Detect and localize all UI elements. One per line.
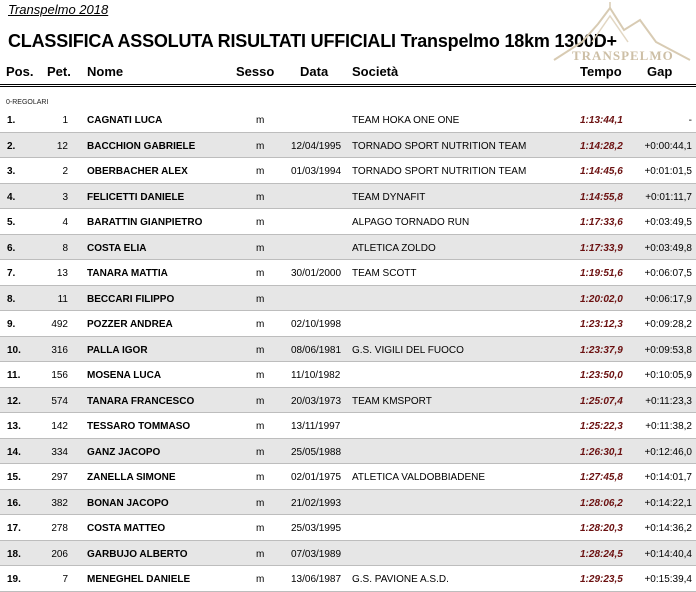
table-row [0, 515, 696, 541]
cell-pet: 206 [51, 548, 68, 560]
header-gap: Gap [647, 64, 673, 79]
cell-nome: BONAN JACOPO [87, 497, 169, 509]
cell-societa: TEAM DYNAFIT [352, 191, 426, 203]
cell-tempo: 1:14:45,6 [580, 166, 623, 177]
cell-nome: COSTA MATTEO [87, 523, 166, 534]
transpelmo-logo [552, 2, 692, 66]
cell-tempo: 1:23:12,3 [580, 319, 623, 330]
cell-tempo: 1:28:06,2 [580, 497, 623, 509]
cell-tempo: 1:29:23,5 [580, 574, 623, 585]
cell-tempo: 1:14:28,2 [580, 140, 623, 152]
cell-sesso: m [256, 217, 265, 228]
cell-pet: 156 [51, 370, 68, 381]
cell-tempo: 1:14:55,8 [580, 191, 623, 203]
cell-tempo: 1:13:44,1 [580, 115, 623, 126]
cell-data: 20/03/1973 [291, 395, 342, 407]
cell-gap: +0:06:17,9 [644, 293, 692, 305]
table-row [0, 133, 696, 159]
header-pos: Pos. [6, 64, 34, 79]
cell-sesso: m [256, 140, 265, 152]
cell-tempo: 1:25:22,3 [580, 421, 623, 432]
cell-data: 01/03/1994 [291, 166, 342, 177]
cell-gap: +0:09:28,2 [644, 319, 692, 330]
cell-pet: 13 [56, 268, 68, 279]
table-row [0, 541, 696, 567]
cell-gap: +0:14:22,1 [644, 497, 692, 509]
cell-pos: 12. [7, 395, 21, 407]
cell-pet: 2 [62, 166, 68, 177]
cell-data: 13/11/1997 [291, 421, 341, 432]
header-divider [0, 84, 696, 85]
cell-pet: 3 [62, 191, 68, 203]
cell-pet: 316 [51, 344, 68, 356]
cell-pet: 4 [62, 217, 68, 228]
cell-data: 13/06/1987 [291, 574, 342, 585]
table-row [0, 388, 696, 414]
cell-societa: G.S. VIGILI DEL FUOCO [352, 344, 464, 356]
cell-nome: TANARA FRANCESCO [87, 395, 195, 407]
table-row [0, 107, 696, 133]
cell-gap: +0:01:01,5 [644, 166, 692, 177]
cell-nome: BACCHION GABRIELE [87, 140, 196, 152]
table-row [0, 260, 696, 286]
cell-data: 25/03/1995 [291, 523, 342, 534]
cell-sesso: m [256, 293, 265, 305]
cell-data: 02/10/1998 [291, 319, 342, 330]
cell-gap: +0:00:44,1 [644, 140, 692, 152]
cell-gap: - [688, 115, 692, 126]
logo-text: TRANSPELMO [572, 48, 674, 63]
cell-tempo: 1:28:24,5 [580, 548, 623, 560]
table-row [0, 158, 696, 184]
cell-pet: 297 [51, 472, 68, 483]
cell-nome: FELICETTI DANIELE [87, 191, 185, 203]
cell-pos: 3. [7, 166, 16, 177]
header-nome: Nome [87, 64, 124, 79]
cell-gap: +0:01:11,7 [645, 191, 692, 203]
cell-nome: COSTA ELIA [87, 242, 147, 254]
cell-pos: 18. [7, 548, 21, 560]
cell-societa: ATLETICA VALDOBBIADENE [352, 472, 486, 483]
cell-societa: TORNADO SPORT NUTRITION TEAM [352, 166, 527, 177]
table-row [0, 184, 696, 210]
cell-pet: 278 [51, 523, 68, 534]
cell-pet: 382 [51, 497, 68, 509]
cell-gap: +0:09:53,8 [644, 344, 692, 356]
cell-nome: TESSARO TOMMASO [87, 421, 191, 432]
header-divider-2 [0, 86, 696, 87]
cell-pos: 13. [7, 421, 21, 432]
cell-nome: BECCARI FILIPPO [87, 293, 175, 305]
header-pet: Pet. [47, 64, 71, 79]
results-table [0, 107, 696, 592]
cell-nome: GANZ JACOPO [87, 446, 161, 458]
table-row [0, 209, 696, 235]
table-row [0, 413, 696, 439]
cell-data: 12/04/1995 [291, 140, 342, 152]
cell-sesso: m [256, 115, 265, 126]
cell-gap: +0:06:07,5 [644, 268, 692, 279]
cell-nome: MENEGHEL DANIELE [87, 574, 191, 585]
cell-sesso: m [256, 268, 265, 279]
cell-pet: 7 [62, 574, 68, 585]
cell-pet: 574 [51, 395, 68, 407]
cell-nome: BARATTIN GIANPIETRO [87, 217, 203, 228]
cell-societa: ATLETICA ZOLDO [352, 242, 436, 254]
cell-pos: 5. [7, 217, 16, 228]
cell-sesso: m [256, 242, 265, 254]
cell-nome: MOSENA LUCA [87, 370, 162, 381]
cell-sesso: m [256, 497, 265, 509]
header-tempo: Tempo [580, 64, 622, 79]
table-row [0, 311, 696, 337]
cell-pet: 12 [56, 140, 68, 152]
cell-nome: GARBUJO ALBERTO [87, 548, 188, 560]
cell-gap: +0:10:05,9 [644, 370, 692, 381]
event-name: Transpelmo 2018 [8, 2, 109, 17]
cell-tempo: 1:26:30,1 [580, 446, 623, 458]
cell-nome: POZZER ANDREA [87, 319, 173, 330]
cell-pos: 10. [7, 344, 21, 356]
cell-societa: TEAM KMSPORT [352, 395, 432, 407]
cell-pos: 15. [7, 472, 21, 483]
cell-societa: TEAM SCOTT [352, 268, 417, 279]
table-row [0, 464, 696, 490]
cell-sesso: m [256, 472, 265, 483]
cell-data: 25/05/1988 [291, 446, 342, 458]
table-row [0, 490, 696, 516]
cell-sesso: m [256, 548, 265, 560]
cell-sesso: m [256, 421, 265, 432]
cell-nome: ZANELLA SIMONE [87, 472, 176, 483]
cell-data: 08/06/1981 [291, 344, 342, 356]
page-title: CLASSIFICA ASSOLUTA RISULTATI UFFICIALI Transpelmo 18km 1300D+ [8, 31, 617, 51]
cell-pos: 8. [7, 293, 16, 305]
cell-tempo: 1:23:50,0 [580, 370, 623, 381]
cell-data: 07/03/1989 [291, 548, 342, 560]
table-row [0, 337, 696, 363]
cell-pos: 7. [7, 268, 16, 279]
cell-gap: +0:15:39,4 [644, 574, 692, 585]
cell-gap: +0:14:40,4 [644, 548, 692, 560]
cell-societa: G.S. PAVIONE A.S.D. [352, 574, 449, 585]
cell-pos: 2. [7, 140, 16, 152]
table-row [0, 362, 696, 388]
cell-pos: 9. [7, 319, 16, 330]
cell-tempo: 1:23:37,9 [580, 344, 623, 356]
cell-tempo: 1:20:02,0 [580, 293, 623, 305]
cell-sesso: m [256, 523, 265, 534]
table-row [0, 235, 696, 261]
cell-tempo: 1:17:33,9 [580, 242, 623, 254]
cell-gap: +0:12:46,0 [644, 446, 692, 458]
cell-data: 02/01/1975 [291, 472, 342, 483]
cell-nome: CAGNATI LUCA [87, 115, 163, 126]
cell-pos: 6. [7, 242, 16, 254]
table-row [0, 286, 696, 312]
cell-data: 21/02/1993 [291, 497, 342, 509]
cell-sesso: m [256, 344, 265, 356]
cell-gap: +0:11:23,3 [645, 395, 692, 407]
cell-gap: +0:03:49,5 [644, 217, 692, 228]
cell-data: 11/10/1982 [291, 370, 341, 381]
cell-tempo: 1:27:45,8 [580, 472, 623, 483]
cell-pos: 19. [7, 574, 21, 585]
header-societa: Società [352, 64, 399, 79]
cell-sesso: m [256, 319, 265, 330]
cell-data: 30/01/2000 [291, 268, 342, 279]
cell-gap: +0:14:01,7 [644, 472, 692, 483]
cell-nome: OBERBACHER ALEX [87, 166, 188, 177]
cell-sesso: m [256, 574, 265, 585]
cell-pet: 142 [51, 421, 68, 432]
cell-societa: TEAM HOKA ONE ONE [352, 115, 460, 126]
cell-pet: 8 [62, 242, 68, 254]
cell-pet: 334 [51, 446, 68, 458]
cell-pet: 492 [51, 319, 68, 330]
header-data: Data [300, 64, 329, 79]
group-label: 0-REGOLARI [6, 99, 49, 106]
cell-sesso: m [256, 395, 265, 407]
cell-societa: TORNADO SPORT NUTRITION TEAM [352, 140, 527, 152]
table-header [0, 64, 696, 84]
cell-pos: 17. [7, 523, 21, 534]
cell-gap: +0:11:38,2 [645, 421, 692, 432]
cell-pos: 11. [7, 370, 21, 381]
cell-pet: 11 [57, 293, 68, 305]
cell-tempo: 1:28:20,3 [580, 523, 623, 534]
cell-pos: 4. [7, 191, 16, 203]
cell-tempo: 1:19:51,6 [580, 268, 623, 279]
cell-societa: ALPAGO TORNADO RUN [352, 217, 470, 228]
cell-pet: 1 [62, 115, 68, 126]
cell-nome: TANARA MATTIA [87, 268, 168, 279]
cell-nome: PALLA IGOR [87, 344, 148, 356]
cell-sesso: m [256, 370, 265, 381]
cell-tempo: 1:25:07,4 [580, 395, 623, 407]
cell-gap: +0:14:36,2 [644, 523, 692, 534]
cell-sesso: m [256, 446, 265, 458]
table-row [0, 566, 696, 592]
cell-pos: 16. [7, 497, 21, 509]
cell-pos: 1. [7, 115, 16, 126]
cell-pos: 14. [7, 446, 21, 458]
cell-sesso: m [256, 191, 265, 203]
table-row [0, 439, 696, 465]
cell-gap: +0:03:49,8 [644, 242, 692, 254]
header-sesso: Sesso [236, 64, 275, 79]
cell-sesso: m [256, 166, 265, 177]
cell-tempo: 1:17:33,6 [580, 217, 623, 228]
